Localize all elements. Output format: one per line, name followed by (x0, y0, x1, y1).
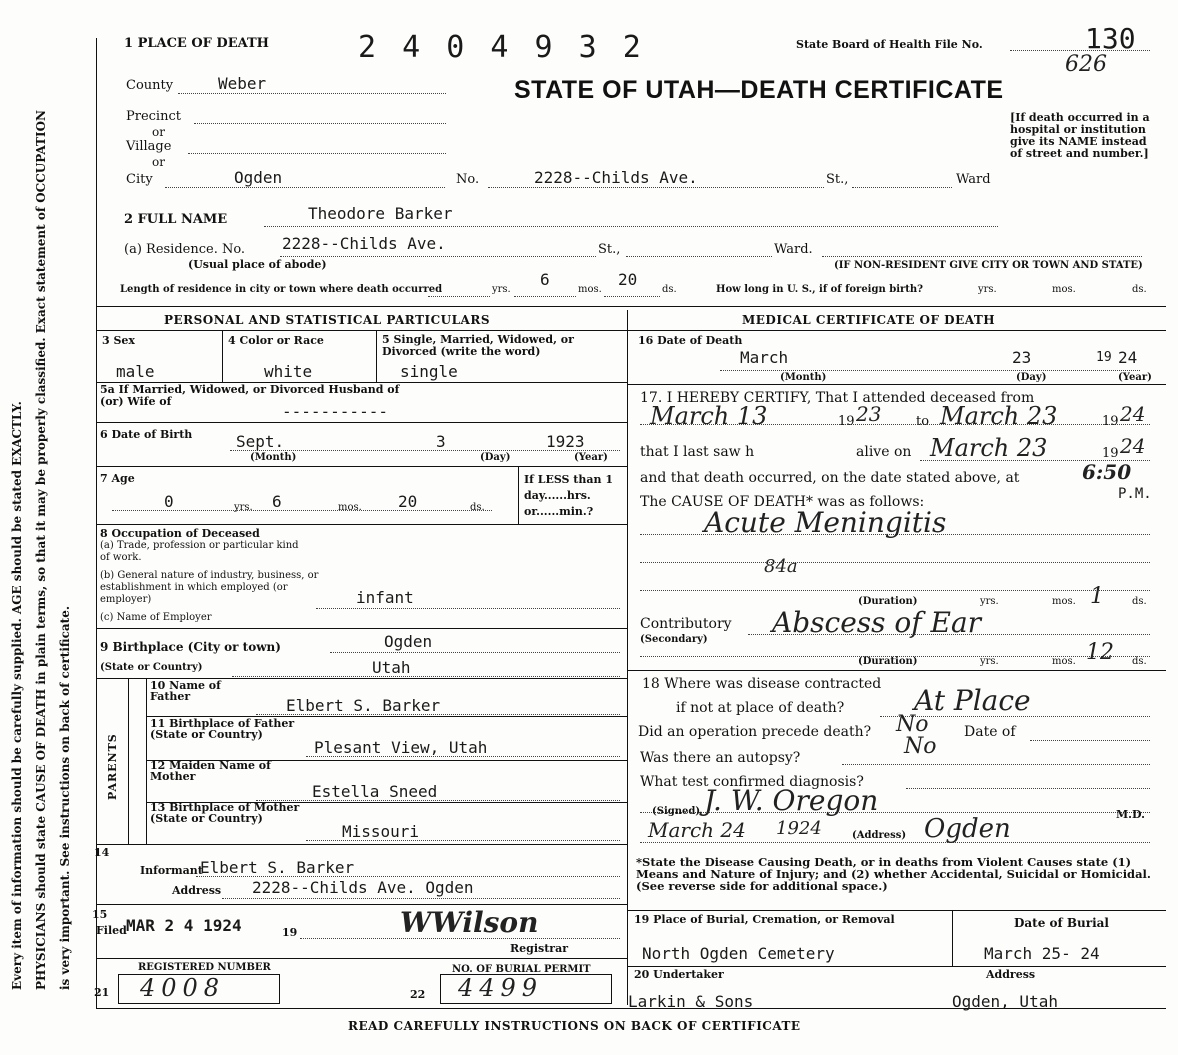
burial-permit-label: NO. OF BURIAL PERMIT (452, 964, 591, 975)
or-2: or (152, 155, 165, 169)
test-label: What test confirmed diagnosis? (640, 774, 864, 790)
certificate-number: 2 4 0 4 9 3 2 (358, 30, 645, 65)
section-divider (96, 306, 1166, 307)
contrib-yrs-label: yrs. (980, 656, 999, 667)
dob-month: Sept. (236, 432, 285, 451)
registered-number-value: 4008 (140, 974, 226, 1002)
residence-value: 2228--Childs Ave. (282, 234, 446, 253)
physician-address-label: (Address) (852, 830, 907, 841)
undertaker-label: 20 Undertaker (634, 968, 724, 981)
no-label: No. (456, 172, 480, 187)
dob-day-label: (Day) (480, 452, 511, 463)
dob-year-label: (Year) (574, 452, 608, 463)
operation-label: Did an operation precede death? (638, 724, 872, 740)
cause-duration-mos: 1 (1090, 584, 1104, 609)
last-saw-date: March 23 (930, 434, 1048, 462)
age-mos-label: mos. (338, 502, 362, 513)
dob-label: 6 Date of Birth (100, 428, 193, 441)
burial-date: March 25- 24 (984, 944, 1100, 963)
autopsy-value: No (904, 734, 937, 759)
contrib-duration-label: (Duration) (858, 656, 918, 667)
margin-text-1: PHYSICIANS should state CAUSE OF DEATH in plain terms, so that it may be properly classified. Exact statement of OCCUPATION (34, 110, 48, 990)
signed-date: March 24 (648, 818, 746, 842)
death-occurred-label: and that death occurred, on the date stated above, at (640, 470, 1020, 486)
cause-of-death: Acute Meningitis (704, 506, 947, 539)
signed-label: (Signed) (652, 806, 701, 817)
undertaker: Larkin & Sons (628, 992, 754, 1011)
left-border (96, 38, 97, 1008)
death-month-label: (Month) (780, 372, 827, 383)
birth-state: Utah (372, 658, 411, 677)
attended-to-year: 24 (1120, 402, 1146, 426)
occupation-c-label: (c) Name of Employer (100, 612, 212, 623)
last-saw-nineteen: 19 (1102, 446, 1119, 461)
disease-contracted: At Place (914, 684, 1031, 717)
age-yrs: 0 (164, 492, 174, 511)
item-15: 15 (92, 908, 108, 921)
filed-suffix: 19 (282, 926, 298, 939)
birth-city: Ogden (384, 632, 433, 651)
place-st-label: St., (826, 172, 849, 187)
age-ds-label: ds. (470, 502, 485, 513)
informant-value: Elbert S. Barker (200, 858, 355, 877)
length-of-residence-label: Length of residence in city or town where death occurred (120, 284, 443, 295)
last-saw-year: 24 (1120, 434, 1146, 458)
death-day: 23 (1012, 348, 1032, 367)
color-value: white (264, 362, 313, 381)
to-nineteen: 19 (1102, 414, 1119, 429)
attended-from-year: 23 (856, 402, 882, 426)
usual-abode-label: (Usual place of abode) (188, 258, 327, 271)
dob-month-label: (Month) (250, 452, 297, 463)
length-ds-value: 20 (618, 270, 638, 289)
death-day-label: (Day) (1016, 372, 1047, 383)
signed-year: 1924 (776, 818, 822, 839)
father-value: Elbert S. Barker (286, 696, 441, 715)
q18-label: 18 Where was disease contracted (642, 676, 882, 692)
contributory-label: Contributory (640, 616, 732, 632)
burial-place-label: 19 Place of Burial, Cremation, or Removal (634, 913, 895, 926)
registered-number-label: REGISTERED NUMBER (138, 962, 271, 973)
item-14: 14 (94, 846, 110, 859)
dob-year: 1923 (546, 432, 585, 451)
occupation-b-label: (b) General nature of industry, business, or establishment in which employed (or employer) (100, 570, 319, 605)
filed-label: Filed (96, 924, 127, 937)
place-address: 2228--Childs Ave. (534, 168, 698, 187)
informant-label: Informant (140, 864, 203, 877)
father-birthplace-label: 11 Birthplace of Father (State or Country) (150, 717, 295, 741)
parents-label: PARENTS (106, 733, 119, 800)
cause-ds-label: ds. (1132, 596, 1147, 607)
footer-instructions: READ CAREFULLY INSTRUCTIONS ON BACK OF CERTIFICATE (348, 1019, 801, 1033)
margin-text-3: is very important. See instructions on back of certificate. (58, 605, 72, 990)
occupation-value: infant (356, 588, 414, 607)
informant-address: 2228--Childs Ave. Ogden (252, 878, 474, 897)
age-ds: 20 (398, 492, 418, 511)
margin-text-2: Every item of information should be carefully supplied. AGE should be stated EXACTLY. (10, 401, 24, 990)
registrar-signature: WWilson (400, 906, 539, 939)
length-mos-label: mos. (578, 284, 602, 295)
cause-yrs-label: yrs. (980, 596, 999, 607)
length-ds-label: ds. (662, 284, 677, 295)
certify-label: 17. I HEREBY CERTIFY, That I attended deceased from (640, 390, 1035, 406)
color-label: 4 Color or Race (228, 334, 324, 347)
age-label: 7 Age (100, 472, 135, 485)
item-22: 22 (410, 988, 426, 1001)
occupation-a-label: (a) Trade, profession or particular kind of work. (100, 540, 299, 563)
contributory-cause: Abscess of Ear (772, 606, 982, 639)
cause-of-death-label: The CAUSE OF DEATH* was as follows: (640, 494, 925, 510)
non-resident-label: (IF NON-RESIDENT GIVE CITY OR TOWN AND STATE) (834, 260, 1143, 271)
hospital-note: [If death occurred in a hospital or institution give its NAME instead of street and number.] (1010, 111, 1150, 160)
attended-to-date: March 23 (940, 402, 1058, 430)
mother-birthplace-value: Missouri (342, 822, 420, 841)
from-nineteen: 19 (838, 414, 855, 429)
cause-code: 84a (764, 556, 798, 577)
physician-address: Ogden (924, 814, 1011, 844)
contrib-duration-mos: 12 (1086, 640, 1114, 665)
marital-label: 5 Single, Married, Widowed, or Divorced (write the word) (382, 333, 574, 358)
burial-place: North Ogden Cemetery (642, 944, 835, 963)
filed-date: MAR 2 4 1924 (126, 916, 242, 935)
occupation-label: 8 Occupation of Deceased (100, 527, 260, 540)
county-value: Weber (218, 74, 267, 93)
mother-birthplace-label: 13 Birthplace of Mother (State or Country) (150, 801, 300, 825)
file-number: 130 (1085, 22, 1136, 55)
alive-on-label: alive on (856, 444, 912, 460)
length-yrs-label: yrs. (492, 284, 511, 295)
death-year-prefix: 19 (1096, 350, 1112, 365)
registrar-label: Registrar (510, 942, 569, 955)
city-label: City (126, 172, 153, 187)
us-yrs-label: yrs. (978, 284, 997, 295)
full-name-label: 2 FULL NAME (124, 212, 228, 227)
spouse-label: 5a If Married, Widowed, or Divorced Husband of (or) Wife of (100, 383, 400, 408)
place-ward-label: Ward (956, 172, 991, 187)
last-saw-label: that I last saw h (640, 444, 755, 460)
village-label: Village (126, 139, 172, 154)
father-label: 10 Name of Father (150, 679, 221, 703)
operation-value: No (896, 712, 929, 737)
operation-date-label: Date of (964, 724, 1016, 740)
file-number-handwritten: 626 (1065, 52, 1107, 77)
informant-address-label: Address (172, 884, 222, 897)
state-board-label: State Board of Health File No. (796, 38, 983, 51)
to-label: to (916, 414, 930, 429)
age-mos: 6 (272, 492, 282, 511)
father-birthplace-value: Plesant View, Utah (314, 738, 488, 757)
us-ds-label: ds. (1132, 284, 1147, 295)
contrib-mos-label: mos. (1052, 656, 1076, 667)
document-title: STATE OF UTAH—DEATH CERTIFICATE (514, 76, 1004, 104)
death-time-pm: P.M. (1118, 486, 1152, 502)
burial-permit-value: 4499 (458, 974, 544, 1002)
attended-from-date: March 13 (650, 402, 768, 430)
contrib-ds-label: ds. (1132, 656, 1147, 667)
death-time: 6:50 (1082, 460, 1132, 484)
personal-heading: PERSONAL AND STATISTICAL PARTICULARS (164, 313, 491, 327)
footnote: *State the Disease Causing Death, or in deaths from Violent Causes state (1) Means and Nature of Injury; and (2) whether Accidental, Suicidal or Homicidal. (See reverse side for additional space.) (636, 855, 1151, 893)
spouse-value: ----------- (282, 402, 388, 421)
dob-day: 3 (436, 432, 446, 451)
undertaker-address-label: Address (986, 968, 1036, 981)
place-of-death-label: 1 PLACE OF DEATH (124, 36, 269, 51)
birthplace-label: 9 Birthplace (City or town) (100, 640, 281, 654)
us-mos-label: mos. (1052, 284, 1076, 295)
or-1: or (152, 125, 165, 139)
precinct-label: Precinct (126, 109, 181, 124)
death-month: March (740, 348, 789, 367)
physician-signature: J. W. Oregon (704, 784, 879, 817)
center-divider (627, 310, 628, 1005)
undertaker-address: Ogden, Utah (952, 992, 1058, 1011)
city-value: Ogden (234, 168, 283, 187)
sex-label: 3 Sex (102, 334, 135, 347)
residence-label: (a) Residence. No. (124, 242, 246, 257)
time-in-us-label: How long in U. S., if of foreign birth? (716, 284, 924, 295)
marital-value: single (400, 362, 458, 381)
residence-st-label: St., (598, 242, 621, 257)
medical-heading: MEDICAL CERTIFICATE OF DEATH (742, 313, 996, 327)
date-of-death-label: 16 Date of Death (638, 334, 743, 347)
q18b-label: if not at place of death? (676, 700, 845, 716)
cause-duration-label: (Duration) (858, 596, 918, 607)
sex-value: male (116, 362, 155, 381)
mother-label: 12 Maiden Name of Mother (150, 759, 271, 783)
autopsy-label: Was there an autopsy? (640, 750, 801, 766)
mother-value: Estella Sneed (312, 782, 438, 801)
less-than-day-label: If LESS than 1 day......hrs. or......min.? (524, 473, 613, 518)
md-label: M.D. (1116, 808, 1145, 821)
county-label: County (126, 78, 174, 93)
full-name-value: Theodore Barker (308, 204, 453, 223)
age-yrs-label: yrs. (234, 502, 253, 513)
death-year-label: (Year) (1118, 372, 1152, 383)
length-mos-value: 6 (540, 270, 550, 289)
item-21: 21 (94, 986, 110, 999)
secondary-label: (Secondary) (640, 634, 708, 645)
birth-state-label: (State or Country) (100, 662, 203, 673)
cause-mos-label: mos. (1052, 596, 1076, 607)
death-year: 24 (1118, 348, 1138, 367)
residence-ward-label: Ward. (774, 242, 813, 257)
burial-date-label: Date of Burial (1014, 916, 1109, 930)
